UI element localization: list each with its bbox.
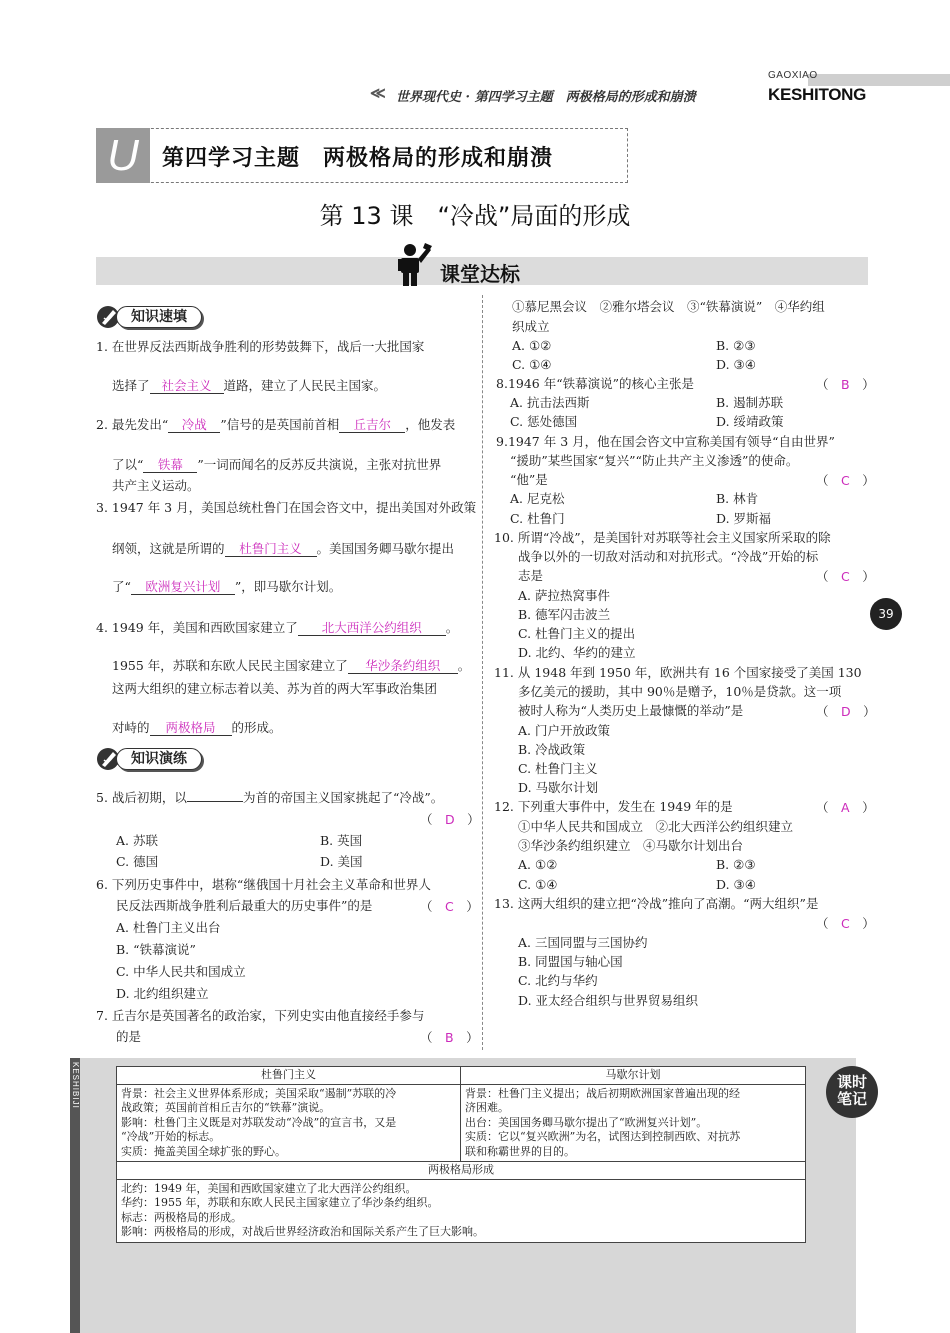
question-text: ”一词而闻名的反苏反共演说，主张对抗世界: [197, 457, 442, 472]
answer-blank: [187, 801, 243, 802]
mc-question-6: [96, 876, 431, 893]
option: A. 尼克松: [510, 491, 565, 506]
answer-blank: 冷战: [168, 417, 220, 433]
note-line: 北约：1949 年，美国和西欧国家建立了北大西洋公约组织。: [121, 1181, 417, 1195]
mc-question-8: [496, 375, 694, 392]
option: A. 萨拉热窝事件: [518, 588, 610, 603]
question-text: 最先发出“: [111, 417, 169, 432]
answer-letter: C: [445, 899, 454, 914]
answer-blank: 两极格局: [150, 720, 232, 736]
note-line: 背景：杜鲁门主义提出；战后初期欧洲国家普遍出现的经: [465, 1086, 740, 1100]
tag-practice: [96, 746, 206, 772]
answer-paren: （ C ）: [420, 899, 479, 914]
question-text: 1955 年，苏联和东欧人民民主国家建立了: [112, 658, 348, 673]
double-arrow-icon: ≪: [370, 84, 386, 102]
answer-letter: C: [841, 916, 850, 931]
question-items: ③华沙条约组织建立 ④马歇尔计划出台: [518, 838, 744, 853]
answer-paren: （ B ）: [816, 377, 875, 392]
note-line: 济困难。: [465, 1101, 509, 1114]
question-text: ”，即马歇尔计划。: [234, 579, 342, 594]
tag-fill-label: 知识速填: [116, 306, 202, 328]
option: B. ②③: [716, 857, 756, 872]
fill-question-2-line3: 共产主义运动。: [112, 478, 200, 493]
question-number: 9.: [496, 434, 508, 449]
option: D. 罗斯福: [716, 511, 772, 526]
option: B. ②③: [716, 338, 756, 353]
option: D. 马歇尔计划: [518, 780, 599, 795]
answer-letter: C: [841, 473, 850, 488]
option: B. 德军闪击波兰: [518, 607, 611, 622]
notes-cell: [117, 1084, 461, 1162]
option: B. 同盟国与轴心国: [518, 954, 623, 969]
notes-header: 杜鲁门主义: [117, 1067, 461, 1085]
unit-letter: U: [96, 128, 150, 183]
note-line: 影响：杜鲁门主义既是对苏联发动“冷战”的宣言书，又是: [121, 1115, 397, 1129]
brand-logo: KESHITONG: [768, 85, 867, 104]
answer-blank: 丘吉尔: [339, 417, 405, 433]
option: C. 杜鲁门主义的提出: [518, 626, 636, 641]
answer-paren: （ C ）: [816, 916, 875, 931]
question-number: 3.: [96, 500, 108, 515]
answer-letter: D: [445, 812, 455, 827]
question-text: 的是: [116, 1029, 142, 1044]
answer-letter: B: [445, 1030, 454, 1045]
option: C. 德国: [116, 854, 159, 869]
note-line: 实质：它以“复兴欧洲”为名，试图达到控制西欧、对抗苏: [465, 1130, 741, 1143]
answer-paren: （ A ）: [816, 800, 875, 815]
option: B. “铁幕演说”: [116, 942, 196, 957]
question-text: 战后初期，以: [111, 790, 187, 805]
page-number: 39: [870, 598, 902, 630]
option: B. 英国: [320, 833, 363, 848]
question-text: 对峙的: [112, 720, 150, 735]
question-text: 为首的帝国主义国家挑起了“冷战”。: [242, 790, 444, 805]
option: D. 北约组织建立: [116, 986, 209, 1001]
fill-question-4-line4: [112, 719, 282, 736]
option: B. 冷战政策: [518, 742, 586, 757]
option: C. 北约与华约: [518, 973, 598, 988]
mc-question-7: [96, 1007, 424, 1024]
mc-question-10: [494, 529, 831, 546]
answer-letter: B: [841, 377, 850, 392]
question-text: 这两大组织的建立把“冷战”推向了高潮。“两大组织”是: [517, 896, 819, 911]
fill-question-2: [96, 416, 455, 433]
question-text: 1946 年“铁幕演说”的核心主张是: [507, 376, 695, 391]
answer-blank: 杜鲁门主义: [225, 541, 317, 557]
brand-small: GAOXIAO: [768, 70, 818, 81]
question-text: ”信号的是英国前首相: [220, 417, 340, 432]
question-text: 。: [457, 658, 471, 673]
answer-blank: 铁幕: [143, 457, 197, 473]
note-line: 出台：美国国务卿马歇尔提出了“欧洲复兴计划”。: [465, 1115, 708, 1129]
question-text: “他”是: [510, 472, 548, 487]
question-text: 。美国国务卿马歇尔提出: [316, 541, 455, 556]
option: A. ①②: [518, 857, 558, 872]
fill-question-3: [96, 499, 476, 516]
question-text: 下列历史事件中，堪称“继俄国十月社会主义革命和世界人: [111, 877, 431, 892]
badge-line: 课时: [836, 1073, 867, 1091]
question-text: 志是: [518, 568, 544, 583]
question-number: 2.: [96, 417, 108, 432]
question-text: 选择了: [112, 378, 150, 393]
question-number: 13.: [494, 896, 514, 911]
option: A. ①②: [512, 338, 552, 353]
note-line: 背景：社会主义世界体系形成；美国采取“遏制”苏联的冷: [121, 1086, 397, 1100]
answer-paren: （ D ）: [420, 812, 480, 827]
option: A. 抗击法西斯: [510, 395, 590, 410]
option: B. 林肯: [716, 491, 759, 506]
question-text: 了以“: [112, 457, 144, 472]
lesson-title: 第 13 课 “冷战”局面的形成: [319, 202, 631, 230]
option: D. 美国: [320, 854, 363, 869]
option: B. 遏制苏联: [716, 395, 784, 410]
mc-question-13: [494, 895, 818, 912]
option: A. 苏联: [116, 833, 158, 848]
tag-fill: [96, 304, 206, 330]
question-number: 10.: [494, 530, 514, 545]
question-number: 5.: [96, 790, 108, 805]
question-number: 6.: [96, 877, 108, 892]
note-line: 影响：两极格局的形成，对战后世界经济政治和国际关系产生了巨大影响。: [121, 1225, 484, 1238]
answer-letter: D: [841, 704, 851, 719]
option: D. 绥靖政策: [716, 414, 784, 429]
option: A. 杜鲁门主义出台: [116, 920, 221, 935]
badge-line: 笔记: [836, 1090, 867, 1108]
question-text: ，他发表: [405, 417, 456, 432]
fill-question-4-line2: [112, 657, 470, 674]
option: C. 杜鲁门主义: [518, 761, 598, 776]
mc-question-11: [494, 664, 862, 681]
fill-question-1: [96, 338, 424, 355]
question-text: 所谓“冷战”，是美国针对苏联等社会主义国家所采取的除: [517, 530, 831, 545]
fill-question-2-line2: [112, 456, 441, 473]
question-number: 4.: [96, 620, 108, 635]
answer-paren: （ D ）: [816, 704, 876, 719]
mc-question-12: [494, 798, 733, 815]
fill-question-4: [96, 619, 458, 636]
unit-title: 第四学习主题 两极格局的形成和崩溃: [162, 145, 554, 171]
answer-paren: （ C ）: [816, 473, 875, 488]
question-text: 被时人称为“人类历史上最慷慨的举动”是: [518, 703, 744, 718]
question-number: 8.: [496, 376, 508, 391]
question-number: 11.: [494, 665, 514, 680]
question-text: 1947 年 3 月，美国总统杜鲁门在国会咨文中，提出美国对外政策: [111, 500, 477, 515]
question-number: 12.: [494, 799, 514, 814]
option: D. 亚太经合组织与世界贸易组织: [518, 993, 699, 1008]
notes-cell: [461, 1084, 806, 1162]
question-text: “援助”某些国家“复兴”“防止共产主义渗透”的使命。: [510, 453, 799, 468]
option: C. 惩处德国: [510, 414, 578, 429]
answer-letter: C: [841, 569, 850, 584]
notes-header: 马歇尔计划: [461, 1067, 806, 1085]
question-text: 在世界反法西斯战争胜利的形势鼓舞下，战后一大批国家: [111, 339, 425, 354]
option: D. ③④: [716, 877, 756, 892]
answer-paren: （ C ）: [816, 569, 875, 584]
question-text: 下列重大事件中，发生在 1949 年的是: [517, 799, 733, 814]
question-text: 了“: [112, 579, 131, 594]
fill-question-1-line2: [112, 377, 386, 394]
question-text: 多亿美元的援助，其中 90％是赠予，10％是贷款。这一项: [518, 684, 842, 699]
answer-letter: A: [841, 800, 850, 815]
question-text: 的形成。: [231, 720, 282, 735]
option: C. 杜鲁门: [510, 511, 565, 526]
fill-question-3-line3: [112, 578, 341, 595]
mc-question-5: [96, 789, 443, 806]
question-text: 道路，建立了人民民主国家。: [223, 378, 387, 393]
option: A. 门户开放政策: [518, 723, 610, 738]
question-number: 7.: [96, 1008, 108, 1023]
note-line: 标志：两极格局的形成。: [121, 1210, 242, 1224]
notes-side-label: KESHIBIJI: [71, 1062, 80, 1109]
option: A. 三国同盟与三国协约: [518, 935, 648, 950]
question-text: 1949 年，美国和西欧国家建立了: [111, 620, 298, 635]
fill-question-4-line3: 这两大组织的建立标志着以美、苏为首的两大军事政治集团: [112, 681, 438, 696]
person-icon: [398, 243, 432, 287]
question-text: 丘吉尔是英国著名的政治家，下列史实由他直接经手参与: [111, 1008, 425, 1023]
question-text: 纲领，这就是所谓的: [112, 541, 225, 556]
note-line: 联和称霸世界的目的。: [465, 1144, 575, 1158]
column-divider: [482, 295, 483, 1050]
option: C. ①④: [518, 877, 558, 892]
question-text: 民反法西斯战争胜利后最重大的历史事件”的是: [116, 898, 373, 913]
question-text: 。: [445, 620, 459, 635]
mc-question-9: [496, 433, 835, 450]
question-text: 从 1948 年到 1950 年，欧洲共有 16 个国家接受了美国 130: [517, 665, 862, 680]
option: D. ③④: [716, 357, 756, 372]
note-line: “冷战”开始的标志。: [121, 1130, 221, 1143]
question-number: 1.: [96, 339, 108, 354]
answer-blank: 欧洲复兴计划: [131, 579, 235, 595]
question-items: 织成立: [512, 319, 550, 334]
tag-practice-label: 知识演练: [116, 748, 202, 770]
answer-paren: （ B ）: [420, 1030, 479, 1045]
answer-blank: 社会主义: [150, 378, 224, 394]
question-text: 战争以外的一切敌对活动和对抗形式。“冷战”开始的标: [518, 549, 819, 564]
option: D. 北约、华约的建立: [518, 645, 636, 660]
question-items: ①中华人民共和国成立 ②北大西洋公约组织建立: [518, 819, 794, 834]
question-items: ①慕尼黑会议 ②雅尔塔会议 ③“铁幕演说” ④华约组: [512, 299, 825, 314]
section-band-title: 课堂达标: [440, 262, 520, 286]
option: C. 中华人民共和国成立: [116, 964, 246, 979]
notes-cell: [117, 1179, 806, 1242]
note-line: 华约：1955 年，苏联和东欧人民民主国家建立了华沙条约组织。: [121, 1196, 439, 1209]
answer-blank: 华沙条约组织: [348, 658, 458, 674]
fill-question-3-line2: [112, 540, 454, 557]
running-title: 世界现代史 · 第四学习主题 两极格局的形成和崩溃: [396, 90, 696, 105]
notes-header: 两极格局形成: [117, 1162, 806, 1180]
option: C. ①④: [512, 357, 552, 372]
answer-blank: 北大西洋公约组织: [298, 620, 446, 636]
note-line: 战政策；英国前首相丘吉尔的“铁幕”演说。: [121, 1101, 331, 1114]
question-text: 1947 年 3 月，他在国会咨文中宣称美国有领导“自由世界”: [507, 434, 835, 449]
note-line: 实质：掩盖美国全球扩张的野心。: [121, 1144, 286, 1158]
notes-table: [116, 1066, 806, 1243]
notes-badge: [826, 1066, 878, 1118]
